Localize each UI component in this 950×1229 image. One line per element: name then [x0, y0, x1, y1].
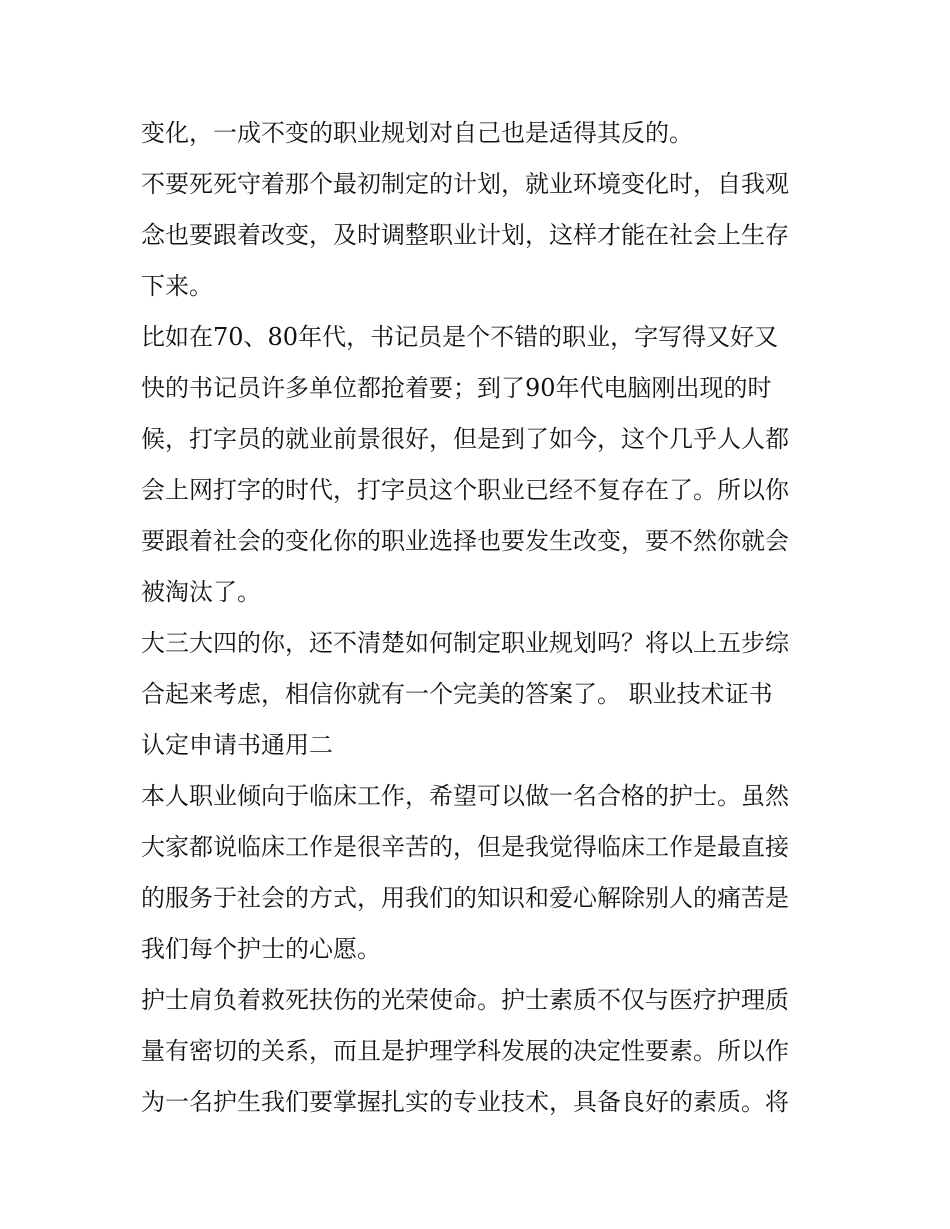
paragraph-5: 本人职业倾向于临床工作，希望可以做一名合格的护士。虽然 大家都说临床工作是很辛苦的，但是我觉得临床工作是最直接 的服务于社会的方式，用我们的知识和爱心解除别人的痛苦是 我们每个护士的心愿。: [141, 782, 789, 963]
document-body: [141, 108, 821, 1128]
paragraph-1: 变化，一成不变的职业规划对自己也是适得其反的。: [141, 119, 693, 147]
paragraph-3: 比如在70、80年代，书记员是个不错的职业，字写得又好又 快的书记员许多单位都抢着要；到了90年代电脑刚出现的时 候，打字员的就业前景很好，但是到了如今，这个几乎人人都 会上网打字的时代，打字员这个职业已经不复存在了。所以你 要跟着社会的变化你的职业选择也要发生改变，要不然你就会 被淘汰了。: [141, 323, 789, 606]
paragraph-2: 不要死死守着那个最初制定的计划，就业环境变化时，自我观 念也要跟着改变，及时调整职业计划，这样才能在社会上生存 下来。: [141, 170, 789, 300]
paragraph-6: 护士肩负着救死扶伤的光荣使命。护士素质不仅与医疗护理质 量有密切的关系，而且是护理学科发展的决定性要素。所以作 为一名护生我们要掌握扎实的专业技术，具备良好的素质。将: [141, 986, 789, 1116]
paragraph-4: 大三大四的你，还不清楚如何制定职业规划吗？将以上五步综 合起来考虑，相信你就有一个完美的答案了。 职业技术证书 认定申请书通用二: [141, 629, 789, 759]
